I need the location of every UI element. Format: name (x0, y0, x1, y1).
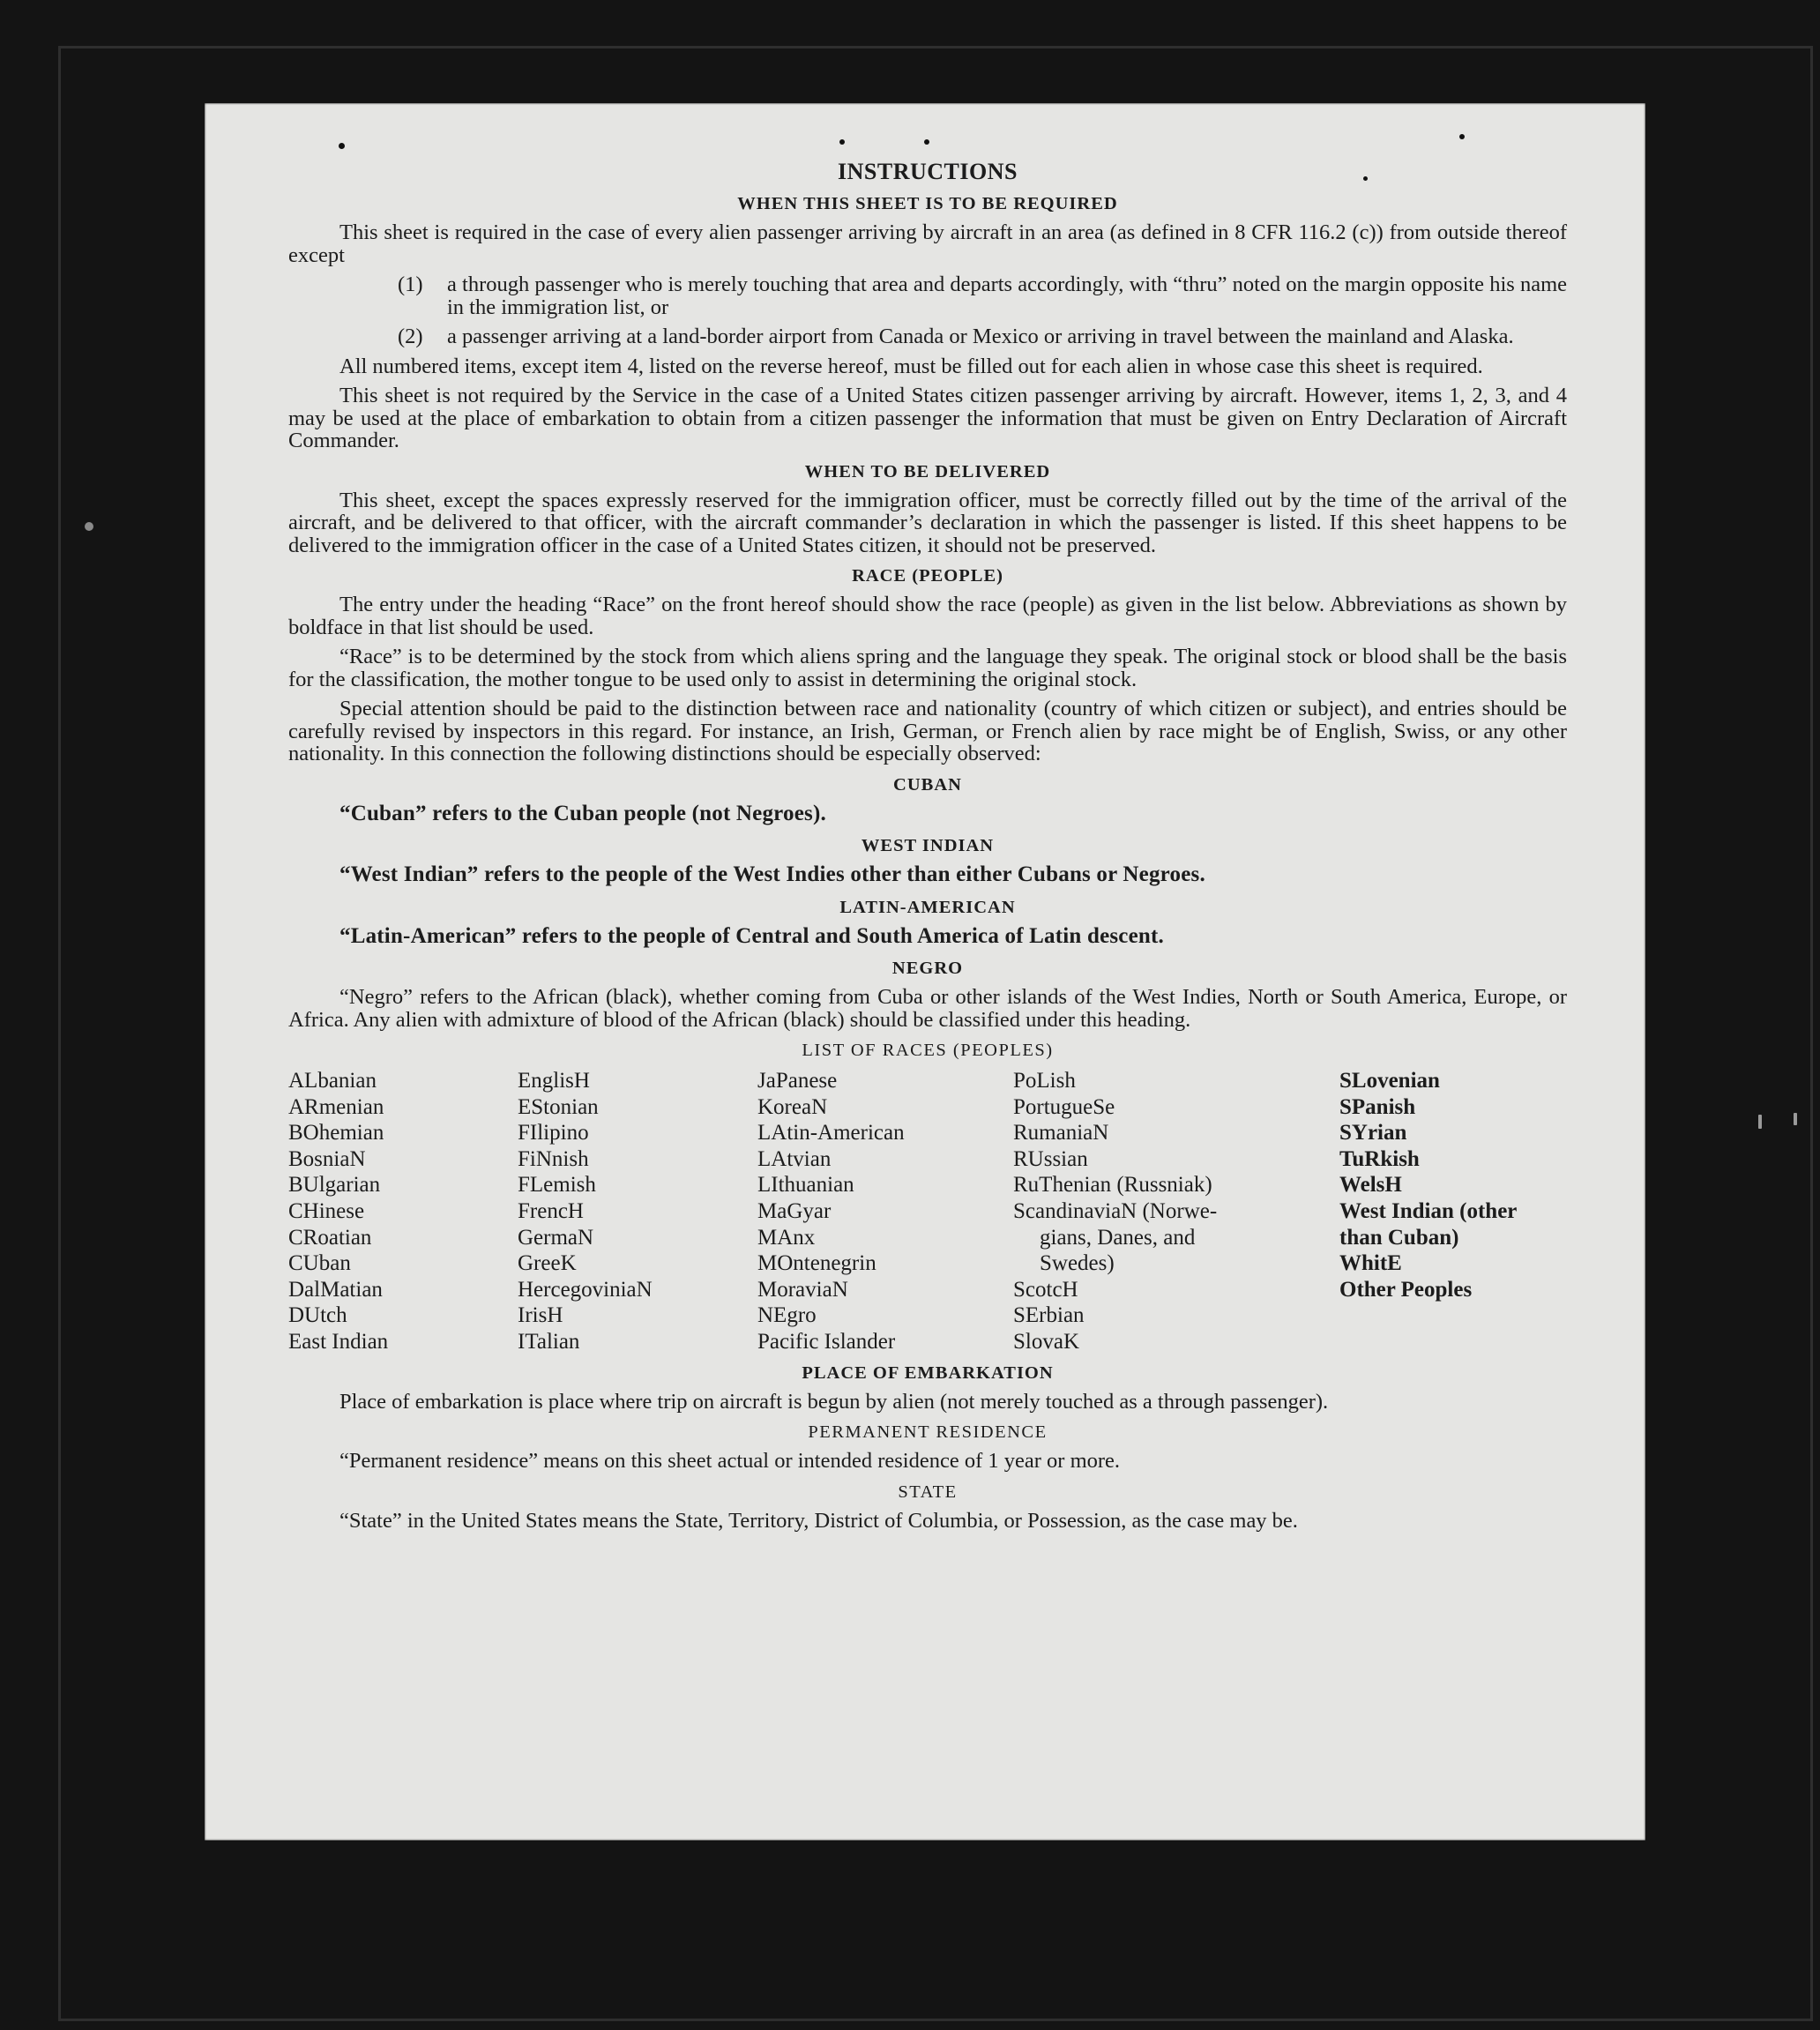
race-entry: ScandinaviaN (Norwe- (1013, 1198, 1218, 1223)
race-entry: DalMatian (288, 1277, 383, 1302)
race-entry: WhitE (1339, 1251, 1402, 1276)
race-entry: ARmenian (288, 1094, 384, 1119)
race-entry: KoreaN (757, 1094, 828, 1119)
races-column-2 (518, 1068, 757, 1355)
heading-when-delivered: WHEN TO BE DELIVERED (804, 461, 1051, 481)
race-entry: BOhemian (288, 1121, 384, 1146)
race-entry: RuThenian (Russniak) (1013, 1173, 1212, 1198)
race-entry: CRoatian (288, 1225, 372, 1250)
race-entry: LAtvian (757, 1146, 832, 1171)
race-entry: SLovenian (1339, 1069, 1440, 1093)
race-entry: DUtch (288, 1303, 347, 1328)
race-entry: JaPanese (757, 1069, 838, 1093)
race-entry: Pacific Islander (757, 1329, 896, 1354)
race-entry: CUban (288, 1251, 351, 1276)
race-entry: BUlgarian (288, 1173, 381, 1198)
race-entry: MaGyar (757, 1198, 832, 1223)
race-entry: WelsH (1339, 1173, 1402, 1198)
race-entry: BosniaN (288, 1146, 366, 1171)
race-entry: CHinese (288, 1198, 365, 1223)
latin-american-definition: “Latin-American” refers to the people of Central and South America of Latin descent. (339, 923, 1164, 948)
heading-permanent-residence: PERMANENT RESIDENCE (808, 1422, 1048, 1443)
heading-west-indian: WEST INDIAN (861, 836, 995, 855)
race-entry-continued: Swedes) (1040, 1251, 1115, 1276)
state-paragraph: “State” in the United States means the State, Territory, District of Columbia, or Possession, as the case may be. (339, 1508, 1298, 1533)
exception-text: a passenger arriving at a land-border airport from Canada or Mexico or arriving in travel between the mainland and Alaska. (447, 325, 1514, 348)
race-entry: RumaniaN (1013, 1121, 1109, 1146)
race-entry: Other Peoples (1339, 1277, 1473, 1302)
race-entry: FLemish (518, 1173, 596, 1198)
heading-latin-american: LATIN-AMERICAN (839, 897, 1016, 917)
race-entry: SErbian (1013, 1303, 1085, 1328)
race-entry: SYrian (1339, 1121, 1407, 1146)
when-delivered-paragraph: This sheet, except the spaces expressly reserved for the immigration officer, must be correctly filled out by the time of the arrival of the aircraft, and be delivered to that officer, with the aircraft commander’s declaration in which the passenger is listed. If this sheet happens to be delivered to the immigration officer in the case of a United States citizen, it should not be preserved. (288, 488, 1567, 557)
scan-speck (1363, 176, 1368, 181)
race-entry: West Indian (other (1339, 1198, 1518, 1223)
heading-list-of-races: LIST OF RACES (PEOPLES) (802, 1041, 1054, 1060)
race-entry: EnglisH (518, 1069, 590, 1093)
race-entry: NEgro (757, 1303, 817, 1328)
race-entry: FrencH (518, 1198, 584, 1223)
race-entry: MAnx (757, 1225, 816, 1250)
race-entry: MOntenegrin (757, 1251, 876, 1276)
race-entry: EStonian (518, 1094, 599, 1119)
race-entry: LAtin-American (757, 1121, 905, 1146)
race-paragraph-1: The entry under the heading “Race” on the front hereof should show the race (people) as given in the list below. Abbreviations as shown by boldface in that list should be used. (288, 593, 1567, 639)
race-entry: SlovaK (1013, 1329, 1079, 1354)
scan-speck (339, 143, 345, 149)
page-title: INSTRUCTIONS (838, 159, 1018, 184)
embarkation-paragraph: Place of embarkation is place where trip on aircraft is begun by alien (not merely touched as a through passenger). (339, 1389, 1329, 1414)
heading-race: RACE (PEOPLE) (852, 566, 1003, 586)
scan-speck (1794, 1113, 1797, 1125)
cuban-definition: “Cuban” refers to the Cuban people (not Negroes). (339, 801, 826, 825)
scan-speck (1758, 1115, 1762, 1129)
document-sheet (205, 103, 1645, 1840)
race-entry: ALbanian (288, 1069, 377, 1093)
when-required-intro: This sheet is required in the case of every alien passenger arriving by aircraft in an area (as defined in 8 CFR 116.2 (c)) from outside thereof except (288, 220, 1567, 267)
scan-speck (1459, 134, 1465, 139)
races-list (288, 1068, 1567, 1355)
scan-speck (924, 139, 929, 145)
exception-number: (1) (398, 272, 423, 296)
race-entry: FIlipino (518, 1121, 589, 1146)
exception-number: (2) (398, 325, 423, 348)
exception-item-1 (398, 273, 1567, 318)
negro-definition: “Negro” refers to the African (black), whether coming from Cuba or other islands of the West Indies, North or South America, Europe, or Africa. Any alien with admixture of blood of the African (black) should be classified under this heading. (288, 985, 1567, 1032)
heading-cuban: CUBAN (893, 774, 962, 795)
residence-paragraph: “Permanent residence” means on this sheet actual or intended residence of 1 year or more. (339, 1449, 1121, 1474)
race-paragraph-2: “Race” is to be determined by the stock from which aliens spring and the language they speak. The original stock or blood shall be the basis for the classification, the mother tongue to be used only to assist in determining the original stock. (288, 645, 1567, 691)
races-column-4 (1013, 1068, 1339, 1355)
races-column-1 (288, 1068, 518, 1355)
race-entry: LIthuanian (757, 1173, 854, 1198)
race-entry: HercegoviniaN (518, 1277, 653, 1302)
race-entry-continued: gians, Danes, and (1040, 1225, 1196, 1250)
race-entry: TuRkish (1339, 1146, 1420, 1171)
exception-item-2 (398, 325, 1567, 348)
race-paragraph-3: Special attention should be paid to the distinction between race and nationality (country of which citizen or subject), and entries should be carefully revised by inspectors in this regard. For instance, an Irish, German, or French alien by race might be of English, Swiss, or any other nationality. In this connection the following distinctions should be especially observed: (288, 697, 1567, 765)
races-column-5 (1339, 1068, 1567, 1355)
west-indian-definition: “West Indian” refers to the people of the West Indies other than either Cubans or Negroes. (339, 862, 1205, 886)
race-entry: ScotcH (1013, 1277, 1078, 1302)
race-entry: RUssian (1013, 1146, 1088, 1171)
races-column-3 (757, 1068, 1013, 1355)
instructions-content (288, 156, 1567, 1539)
race-entry: FiNnish (518, 1146, 589, 1171)
heading-when-required: WHEN THIS SHEET IS TO BE REQUIRED (737, 194, 1118, 213)
race-entry: MoraviaN (757, 1277, 848, 1302)
scan-speck (839, 139, 845, 145)
race-entry: IrisH (518, 1303, 563, 1328)
exception-text: a through passenger who is merely touching that area and departs accordingly, with “thru” noted on the margin opposite his name in the immigration list, or (447, 272, 1567, 319)
race-entry: ITalian (518, 1329, 580, 1354)
heading-state: STATE (898, 1481, 958, 1502)
citizen-paragraph: This sheet is not required by the Service in the case of a United States citizen passenger arriving by aircraft. However, items 1, 2, 3, and 4 may be used at the place of embarkation to obtain from a citizen passenger the information that must be given on Entry Declaration of Aircraft Commander. (288, 384, 1567, 452)
numbered-items-paragraph: All numbered items, except item 4, listed on the reverse hereof, must be filled out for each alien in whose case this sheet is required. (339, 354, 1483, 378)
race-entry: East Indian (288, 1329, 389, 1354)
race-entry-continued: than Cuban) (1339, 1225, 1459, 1250)
heading-embarkation: PLACE OF EMBARKATION (802, 1362, 1054, 1383)
scan-speck (85, 522, 93, 531)
race-entry: PoLish (1013, 1069, 1076, 1093)
race-entry: GermaN (518, 1225, 594, 1250)
race-entry: GreeK (518, 1251, 577, 1276)
race-entry: SPanish (1339, 1094, 1416, 1119)
race-entry: PortugueSe (1013, 1094, 1115, 1119)
heading-negro: NEGRO (891, 959, 964, 978)
